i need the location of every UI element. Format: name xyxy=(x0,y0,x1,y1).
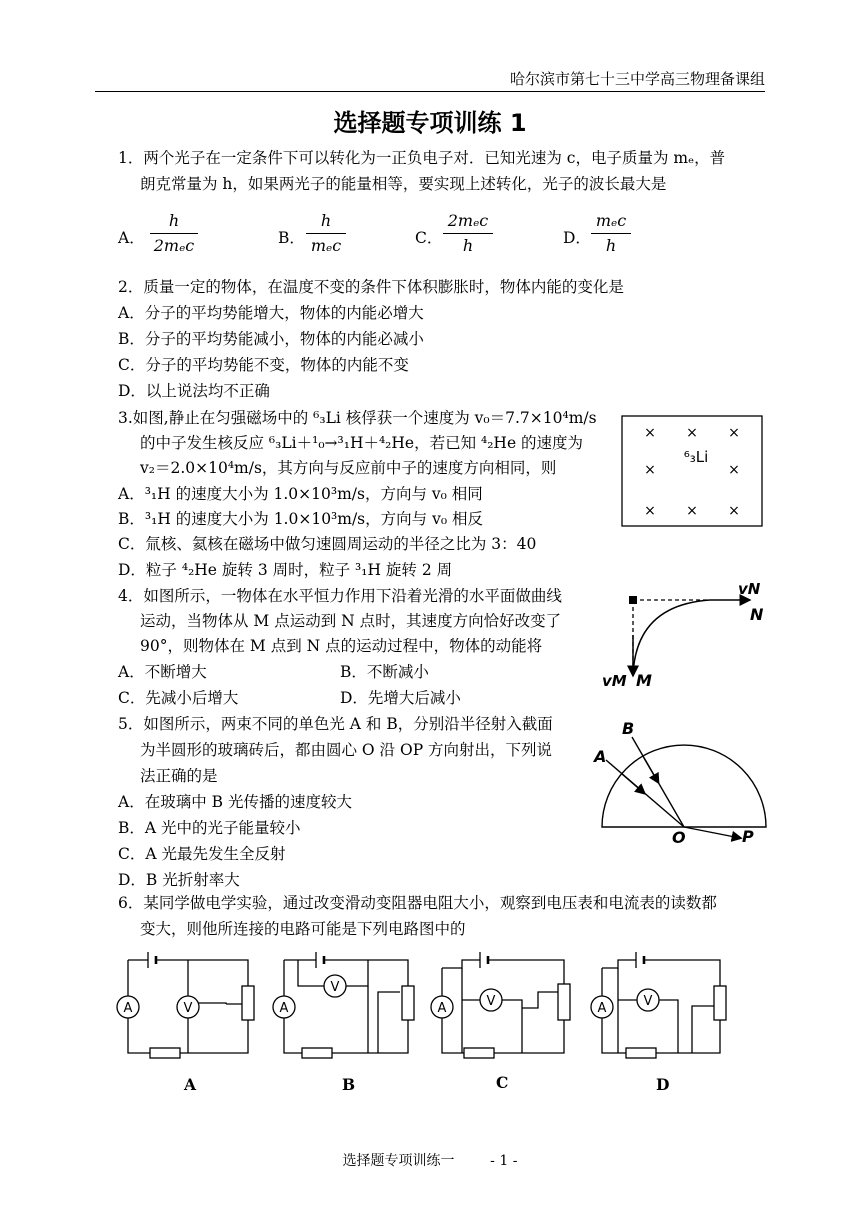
q1-line1: 1．两个光子在一定条件下可以转化为一正负电子对．已知光速为 c，电子质量为 mₑ，普 xyxy=(118,149,726,167)
voltmeter-label: V xyxy=(183,1001,193,1016)
ammeter-label: A xyxy=(123,1001,133,1016)
circuit-a-label: A xyxy=(184,1075,197,1094)
ammeter-label: A xyxy=(279,1001,289,1016)
q4-line3: 90°，则物体在 M 点到 N 点的运动过程中，物体的动能将 xyxy=(140,637,543,655)
vm-label: vM xyxy=(602,672,627,690)
voltmeter-label: V xyxy=(486,994,496,1009)
voltmeter-label: V xyxy=(330,980,340,995)
corner-square xyxy=(629,596,637,604)
label-o: O xyxy=(672,828,686,847)
q1-option-c-fraction xyxy=(443,211,493,256)
fraction-bar xyxy=(306,233,346,234)
ray-a xyxy=(606,760,684,827)
q6-line1: 6．某同学做电学实验，通过改变滑动变阻器电阻大小，观察到电压表和电流表的读数都 xyxy=(118,894,717,912)
fraction-bar xyxy=(150,233,198,234)
q4-line1: 4．如图所示，一物体在水平恒力作用下沿着光滑的水平面做曲线 xyxy=(118,587,562,605)
circuit-d xyxy=(588,948,748,1060)
label-p: P xyxy=(742,827,754,846)
q2-option-b: B．分子的平均势能减小，物体的内能必减小 xyxy=(118,330,424,348)
q1-option-d-fraction xyxy=(591,211,631,256)
q5-line3: 法正确的是 xyxy=(140,767,218,785)
circuit-c xyxy=(426,948,586,1060)
q1-a-numerator: h xyxy=(168,211,180,230)
q3-line3: v₂＝2.0×10⁴m/s，其方向与反应前中子的速度方向相同，则 xyxy=(140,459,557,477)
q1-c-denominator: h xyxy=(462,236,474,255)
q4-curve-figure xyxy=(600,580,772,692)
q5-line2: 为半圆形的玻璃砖后，都由圆心 O 沿 OP 方向射出，下列说 xyxy=(140,741,553,759)
vn-label: vN xyxy=(738,580,761,598)
page-header: 哈尔滨市第七十三中学高三物理备课组 xyxy=(509,70,765,88)
q4-option-c: C．先减小后增大 xyxy=(118,689,239,707)
q5-option-a: A．在玻璃中 B 光传播的速度较大 xyxy=(118,793,352,811)
ray-op xyxy=(684,827,740,838)
q4-option-a: A．不断增大 xyxy=(118,663,207,681)
q1-c-numerator: 2mₑc xyxy=(447,211,489,230)
q1-line2: 朗克常量为 h，如果两光子的能量相等，要实现上述转化，光子的波长最大是 xyxy=(140,175,667,193)
q1-d-numerator: mₑc xyxy=(595,211,627,230)
fraction-bar xyxy=(591,233,631,234)
q1-option-a-fraction xyxy=(150,211,198,256)
page-title: 选择题专项训练 1 xyxy=(333,109,527,137)
cross-mark: × xyxy=(728,462,740,478)
q5-line1: 5．如图所示，两束不同的单色光 A 和 B，分别沿半径射入截面 xyxy=(118,715,553,733)
ammeter-label: A xyxy=(597,1001,607,1016)
n-label: N xyxy=(750,605,764,624)
q3-option-a: A．³₁H 的速度大小为 1.0×10³m/s，方向与 v₀ 相同 xyxy=(118,485,483,503)
q5-option-d: D．B 光折射率大 xyxy=(118,871,240,889)
q4-option-d: D．先增大后减小 xyxy=(340,689,461,707)
q1-option-b-fraction xyxy=(306,211,346,256)
q1-d-denominator: h xyxy=(605,236,617,255)
cross-mark: × xyxy=(644,425,656,441)
q5-semicircle-figure xyxy=(592,712,772,847)
q1-option-d-label: D． xyxy=(563,229,591,247)
ray-a-arrow xyxy=(622,774,644,793)
circuit-d-label: D xyxy=(656,1075,670,1094)
cross-mark: × xyxy=(728,503,740,519)
label-b: B xyxy=(622,719,635,738)
q5-option-b: B．A 光中的光子能量较小 xyxy=(118,819,301,837)
circuit-b xyxy=(268,948,428,1060)
q2-stem: 2．质量一定的物体，在温度不变的条件下体积膨胀时，物体内能的变化是 xyxy=(118,278,624,296)
q1-b-denominator: mₑc xyxy=(310,236,342,255)
q5-option-c: C．A 光最先发生全反射 xyxy=(118,845,286,863)
circuit-c-label: C xyxy=(496,1073,509,1092)
m-label: M xyxy=(636,671,652,690)
q4-option-b: B．不断减小 xyxy=(340,663,429,681)
ray-b-arrow xyxy=(644,758,658,782)
q1-option-c-label: C． xyxy=(415,229,443,247)
circuit-a xyxy=(108,948,268,1060)
semicircle-glass xyxy=(602,745,766,827)
cross-mark: × xyxy=(686,503,698,519)
ammeter-label: A xyxy=(437,1001,447,1016)
q1-b-numerator: h xyxy=(320,211,332,230)
q3-option-d: D．粒子 ⁴₂He 旋转 3 周时，粒子 ³₁H 旋转 2 周 xyxy=(118,561,453,579)
trajectory-curve xyxy=(633,600,710,675)
cross-mark: × xyxy=(644,503,656,519)
q3-option-b: B．³₁H 的速度大小为 1.0×10³m/s，方向与 v₀ 相反 xyxy=(118,510,483,528)
q2-option-c: C．分子的平均势能不变，物体的内能不变 xyxy=(118,356,409,374)
q1-option-b-label: B． xyxy=(278,229,305,247)
q1-a-denominator: 2mₑc xyxy=(153,236,195,255)
q3-line2: 的中子发生核反应 ⁶₃Li＋¹₀→³₁H＋⁴₂He，若已知 ⁴₂He 的速度为 xyxy=(140,434,584,452)
voltmeter-label: V xyxy=(643,994,653,1009)
q4-line2: 运动，当物体从 M 点运动到 N 点时，其速度方向恰好改变了 xyxy=(140,612,562,630)
page-footer: 选择题专项训练一 - 1 - xyxy=(342,1153,518,1169)
header-rule xyxy=(95,91,765,92)
q2-option-a: A．分子的平均势能增大，物体的内能必增大 xyxy=(118,304,424,322)
fraction-bar xyxy=(443,233,493,234)
q3-magnetic-field-figure xyxy=(618,412,768,532)
q6-line2: 变大，则他所连接的电路可能是下列电路图中的 xyxy=(140,920,466,938)
circuit-b-label: B xyxy=(342,1075,356,1094)
cross-mark: × xyxy=(686,425,698,441)
cross-mark: × xyxy=(644,462,656,478)
q3-line1: 3.如图,静止在匀强磁场中的 ⁶₃Li 核俘获一个速度为 v₀＝7.7×10⁴m/s xyxy=(118,409,597,427)
label-a: A xyxy=(594,747,607,766)
q1-option-a-label: A． xyxy=(118,229,145,247)
q3-option-c: C．氚核、氦核在磁场中做匀速圆周运动的半径之比为 3：40 xyxy=(118,535,537,553)
lithium-label: ⁶₃Li xyxy=(683,448,709,466)
cross-mark: × xyxy=(728,425,740,441)
q2-option-d: D．以上说法均不正确 xyxy=(118,382,270,400)
